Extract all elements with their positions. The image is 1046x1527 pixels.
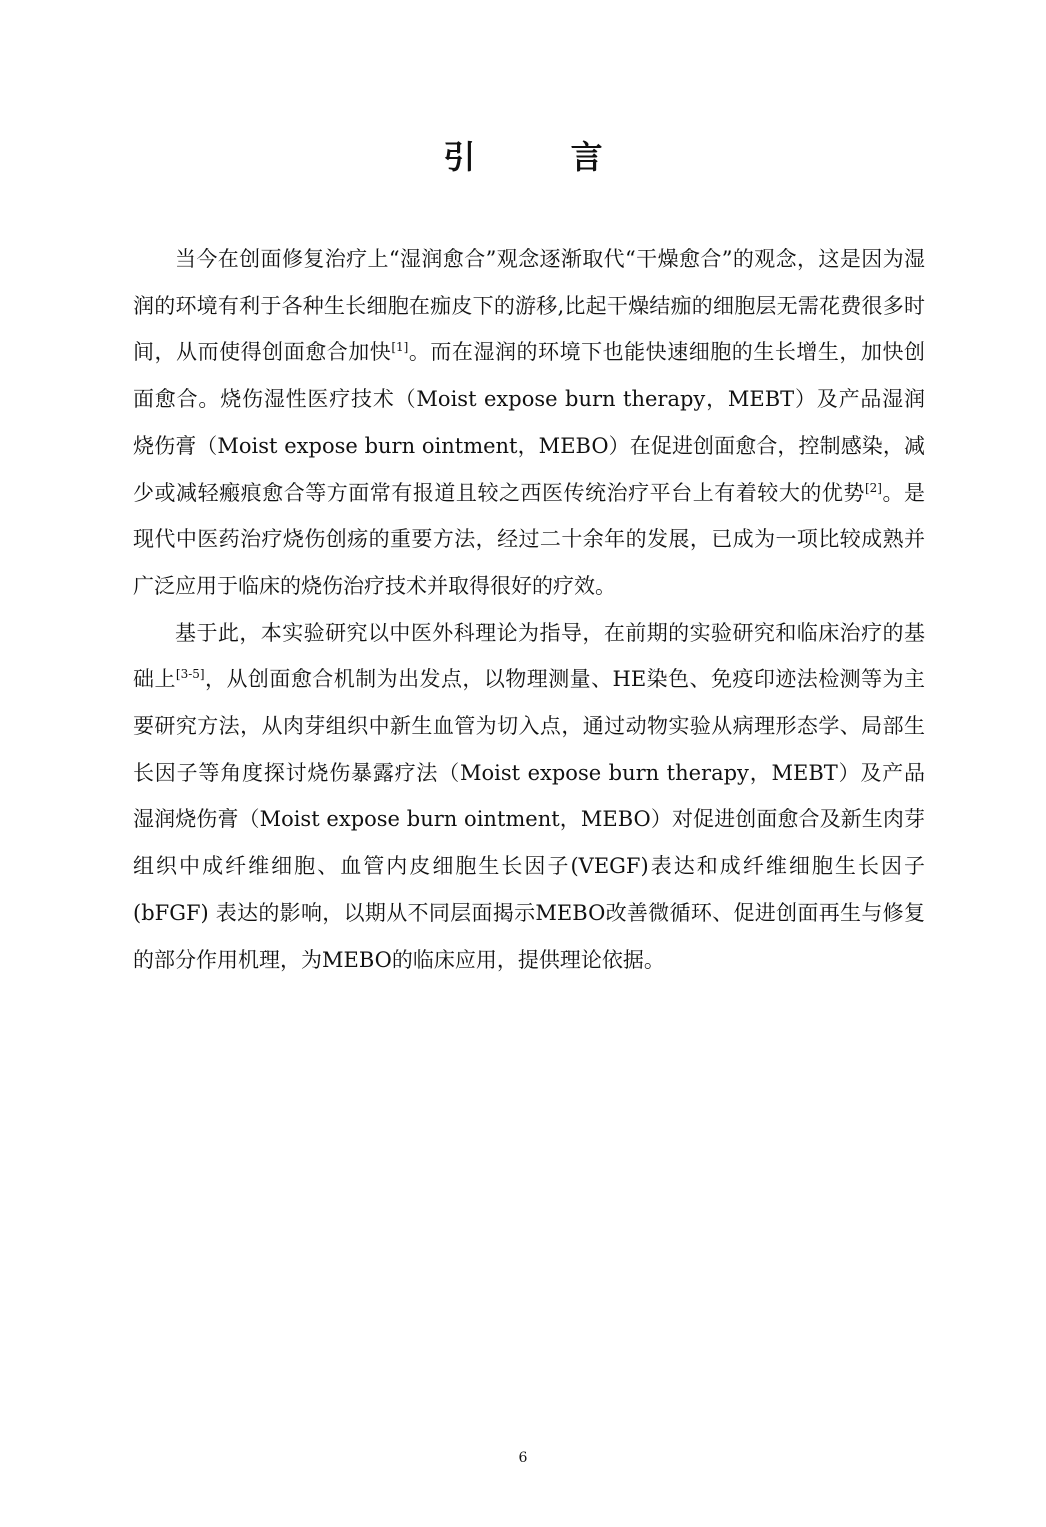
page-number: 6 (518, 1450, 528, 1466)
paragraph-2-text-2: ，从创面愈合机制为出发点，以物理测量、HE染色、免疫印迹法检测等为主要研究方法，从肉芽组织中新生血管为切入点，通过动物实验从病理形态学、局部生长因子等角度探讨烧伤暴露疗法（Moist expose burn therapy，MEBT）及产品湿润烧伤膏（Moist expose burn ointment，MEBO）对促进创面愈合及新生肉芽组织中成纤维细胞、血管内皮细胞生长因子(VEGF)表达和成纤维细胞生长因子(bFGF) 表达的影响，以期从不同层面揭示MEBO改善微循环、促进创面再生与修复的部分作用机理，为MEBO的临床应用，提供理论依据。 (133, 667, 926, 972)
paragraph-2 (133, 610, 925, 984)
paragraph-1-text-2: 。而在湿润的环境下也能快速细胞的生长增生，加快创面愈合。烧伤湿性医疗技术（Moist expose burn therapy，MEBT）及产品湿润烧伤膏（Moist expose burn ointment，MEBO）在促进创面愈合，控制感染，减少或减轻瘢痕愈合等方面常有报道且较之西医传统治疗平台上有着较大的优势 (133, 340, 926, 505)
paragraph-1-text-3: 。是现代中医药治疗烧伤创疡的重要方法，经过二十余年的发展，已成为一项比较成熟并广泛应用于临床的烧伤治疗技术并取得很好的疗效。 (133, 480, 926, 598)
paragraph-1-text-1: 当今在创面修复治疗上“湿润愈合”观念逐渐取代“干燥愈合”的观念，这是因为湿润的环境有利于各种生长细胞在痂皮下的游移,比起干燥结痂的细胞层无需花费很多时间，从而使得创面愈合加快 (133, 247, 925, 365)
body-text (133, 236, 925, 983)
citation-2: [2] (864, 480, 882, 495)
paragraph-1 (133, 236, 925, 610)
section-title: 引 言 (443, 138, 645, 176)
paragraph-2-text-1: 基于此，本实验研究以中医外科理论为指导，在前期的实验研究和临床治疗的基础上 (133, 620, 925, 692)
citation-3-5: [3-5] (175, 667, 205, 682)
citation-1: [1] (391, 340, 409, 355)
